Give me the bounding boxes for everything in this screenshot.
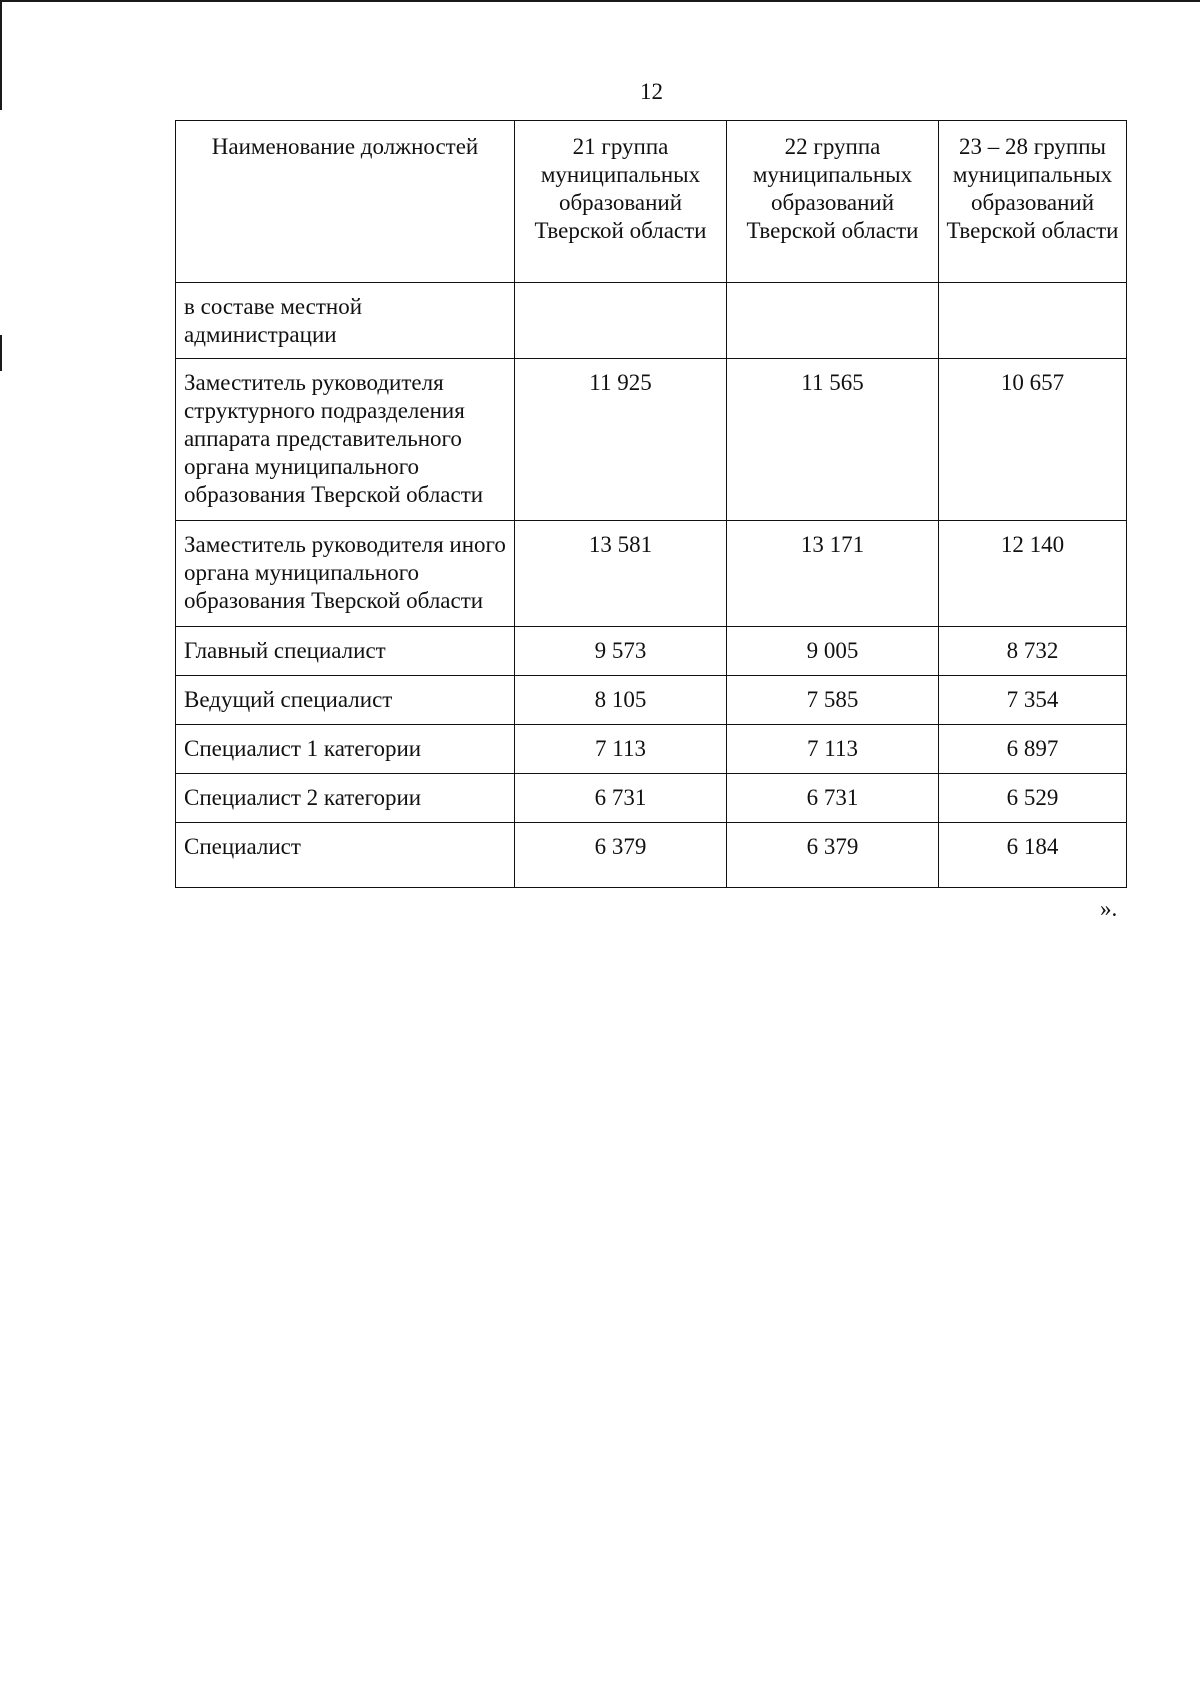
salary-table — [175, 120, 1127, 888]
header-position-name: Наименование должностей — [176, 121, 515, 283]
row-value-group-22: 13 171 — [727, 521, 939, 627]
table-row — [176, 774, 1127, 823]
row-position-name: Заместитель руководителя структурного подразделения аппарата представительного органа муниципального образования Тверской области — [176, 359, 515, 521]
header-group-21: 21 группа муниципальных образований Тверской области — [515, 121, 727, 283]
row-value-group-22: 7 113 — [727, 725, 939, 774]
table-row — [176, 676, 1127, 725]
row-position-name: в составе местной администрации — [176, 283, 515, 359]
row-value-group-23-28: 8 732 — [939, 627, 1127, 676]
header-group-22: 22 группа муниципальных образований Тверской области — [727, 121, 939, 283]
row-value-group-22: 7 585 — [727, 676, 939, 725]
scan-border-top — [0, 0, 1200, 2]
row-position-name: Главный специалист — [176, 627, 515, 676]
table-row — [176, 283, 1127, 359]
table-row — [176, 823, 1127, 888]
row-value-group-22: 11 565 — [727, 359, 939, 521]
row-position-name: Специалист — [176, 823, 515, 888]
row-position-name: Заместитель руководителя иного органа муниципального образования Тверской области — [176, 521, 515, 627]
row-value-group-23-28: 6 184 — [939, 823, 1127, 888]
row-value-group-21: 8 105 — [515, 676, 727, 725]
row-value-group-21: 7 113 — [515, 725, 727, 774]
row-value-group-23-28: 6 529 — [939, 774, 1127, 823]
row-value-group-21: 13 581 — [515, 521, 727, 627]
row-position-name: Ведущий специалист — [176, 676, 515, 725]
page-number: 12 — [640, 79, 663, 104]
row-value-group-22: 6 731 — [727, 774, 939, 823]
row-value-group-23-28: 10 657 — [939, 359, 1127, 521]
row-position-name: Специалист 2 категории — [176, 774, 515, 823]
row-value-group-22 — [727, 283, 939, 359]
table-row — [176, 627, 1127, 676]
row-value-group-23-28: 6 897 — [939, 725, 1127, 774]
scan-border-left-mark — [0, 335, 2, 371]
row-value-group-21: 9 573 — [515, 627, 727, 676]
closing-quote-mark: ». — [1100, 896, 1118, 921]
table-row — [176, 725, 1127, 774]
row-value-group-21 — [515, 283, 727, 359]
row-value-group-21: 11 925 — [515, 359, 727, 521]
header-group-23-28: 23 – 28 группы муниципальных образований Тверской области — [939, 121, 1127, 283]
table-header-row — [176, 121, 1127, 283]
table-row — [176, 359, 1127, 521]
row-value-group-22: 9 005 — [727, 627, 939, 676]
row-position-name: Специалист 1 категории — [176, 725, 515, 774]
row-value-group-23-28: 12 140 — [939, 521, 1127, 627]
row-value-group-23-28 — [939, 283, 1127, 359]
table-row — [176, 521, 1127, 627]
row-value-group-21: 6 379 — [515, 823, 727, 888]
row-value-group-22: 6 379 — [727, 823, 939, 888]
row-value-group-23-28: 7 354 — [939, 676, 1127, 725]
row-value-group-21: 6 731 — [515, 774, 727, 823]
